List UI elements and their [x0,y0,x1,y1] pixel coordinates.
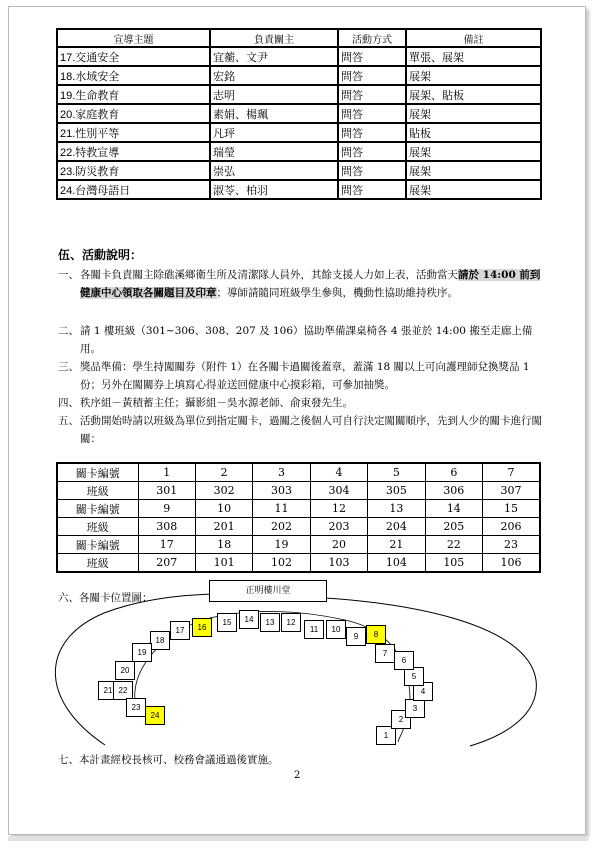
cell: 展架 [406,104,541,123]
section-five-heading: 伍、活動說明： [58,248,143,262]
station-15: 15 [217,613,237,632]
cell: 瑞瑩 [210,142,338,161]
cell: 24.台灣母語日 [57,180,210,199]
section-six-label: 六、各關卡位置圖： [58,592,153,604]
cell: 23 [483,536,540,554]
station-9: 9 [346,627,366,646]
cell: 淑苓、柏羽 [210,180,338,199]
cell: 問答 [338,66,406,85]
station-23: 23 [126,698,146,717]
cell: 4 [310,463,367,482]
cell: 102 [253,554,310,573]
cell: 301 [138,482,195,500]
station-7: 7 [375,644,395,663]
cell: 7 [483,463,540,482]
cell: 10 [195,500,252,518]
header-notes: 備註 [406,29,541,47]
cell: 問答 [338,161,406,180]
hall-label: 正明樓川堂 [209,580,327,602]
cell: 9 [138,500,195,518]
station-14: 14 [239,610,259,629]
cell: 班級 [57,518,138,536]
cell: 問答 [338,123,406,142]
section-seven: 七、本計畫經校長核可、校務會議通過後實施。 [58,754,279,766]
cell: 23.防災教育 [57,161,210,180]
cell: 307 [483,482,540,500]
station-21: 21 [98,681,118,700]
station-13: 13 [260,613,280,632]
cell: 304 [310,482,367,500]
item-number: 五、 [58,415,79,427]
cell: 關卡編號 [57,463,138,482]
cell: 18.水域安全 [57,66,210,85]
station-24-highlighted: 24 [145,706,165,725]
item-text: 活動開始時請以班級為單位到指定關卡，過關之後個人可自行決定闖關順序，先到人少的關卡進行闖關： [80,415,542,445]
cell: 12 [310,500,367,518]
cell: 11 [253,500,310,518]
cell: 單張、展架 [406,47,541,66]
cell: 班級 [57,554,138,573]
cell: 101 [195,554,252,573]
item-text: 各關卡負責關主除礁溪鄉衛生所及清潔隊人員外，其餘支援人力如上表，活動當天 [80,269,458,281]
station-4: 4 [413,682,433,701]
header-method: 活動方式 [338,29,406,47]
cell: 貼板 [406,123,541,142]
station-19: 19 [132,643,152,662]
cell: 21 [368,536,425,554]
cell: 19 [253,536,310,554]
station-20: 20 [115,661,135,680]
cell: 5 [368,463,425,482]
item-text: 請 1 樓班級（301~306、308、207 及 106）協助準備課桌椅各 4 張並於 14:00 搬至走廊上備用。 [80,325,533,355]
cell: 崇弘 [210,161,338,180]
cell: 303 [253,482,310,500]
cell: 22.特教宣導 [57,142,210,161]
cell: 志明 [210,85,338,104]
cell: 凡玶 [210,123,338,142]
cell: 2 [195,463,252,482]
header-staff: 負責關主 [210,29,338,47]
cell: 305 [368,482,425,500]
cell: 問答 [338,47,406,66]
cell: 3 [253,463,310,482]
cell: 班級 [57,482,138,500]
station-1: 1 [376,726,396,745]
cell: 19.生命教育 [57,85,210,104]
station-10: 10 [326,620,346,639]
page-number: 2 [294,770,301,781]
cell: 展架 [406,161,541,180]
cell: 6 [425,463,482,482]
cell: 202 [253,518,310,536]
cell: 問答 [338,180,406,199]
cell: 17 [138,536,195,554]
cell: 207 [138,554,195,573]
item-number: 四、 [58,397,79,409]
station-12: 12 [281,613,301,632]
cell: 1 [138,463,195,482]
cell: 宜蘅、文尹 [210,47,338,66]
cell: 22 [425,536,482,554]
cell: 15 [483,500,540,518]
station-6: 6 [394,651,414,670]
item-number: 三、 [58,361,79,373]
station-2: 2 [391,710,411,729]
cell: 106 [483,554,540,573]
cell: 21.性別平等 [57,123,210,142]
highlighted-text: 請於 14:00 前到健康中心領取各關題目及印章 [80,269,541,299]
cell: 關卡編號 [57,536,138,554]
cell: 展架、貼板 [406,85,541,104]
cell: 20.家庭教育 [57,104,210,123]
cell: 宏銘 [210,66,338,85]
station-8-highlighted: 8 [366,625,386,644]
station-17: 17 [170,621,190,640]
item-number: 一、 [58,269,79,281]
cell: 205 [425,518,482,536]
cell: 展架 [406,180,541,199]
cell: 問答 [338,104,406,123]
cell: 104 [368,554,425,573]
cell: 關卡編號 [57,500,138,518]
item-text: 獎品準備：學生持闖關券（附件 1）在各關卡過關後蓋章，蓋滿 18 關以上可向護理師兌換獎品 1 份；另外在闖關券上填寫心得並送回健康中心摸彩箱，可參加抽獎。 [80,361,530,391]
cell: 302 [195,482,252,500]
cell: 306 [425,482,482,500]
station-18: 18 [150,631,170,650]
cell: 問答 [338,85,406,104]
cell: 308 [138,518,195,536]
station-3: 3 [405,699,425,718]
header-topic: 宣導主題 [57,29,210,47]
cell: 17.交通安全 [57,47,210,66]
item-number: 二、 [58,325,79,337]
station-11: 11 [304,620,324,639]
cell: 問答 [338,142,406,161]
item-text: ；導師請隨同班級學生參與，機動性協助維持秩序。 [216,287,458,299]
station-22: 22 [113,681,133,700]
cell: 18 [195,536,252,554]
cell: 展架 [406,66,541,85]
cell: 20 [310,536,367,554]
cell: 206 [483,518,540,536]
cell: 201 [195,518,252,536]
station-5: 5 [404,667,424,686]
station-16-highlighted: 16 [192,618,212,637]
cell: 14 [425,500,482,518]
cell: 13 [368,500,425,518]
cell: 204 [368,518,425,536]
cell: 展架 [406,142,541,161]
cell: 105 [425,554,482,573]
cell: 103 [310,554,367,573]
item-text: 秩序組－黃積蓄主任；攝影組－吳水源老師、俞東發先生。 [80,397,353,409]
cell: 素娟、楊珮 [210,104,338,123]
cell: 203 [310,518,367,536]
